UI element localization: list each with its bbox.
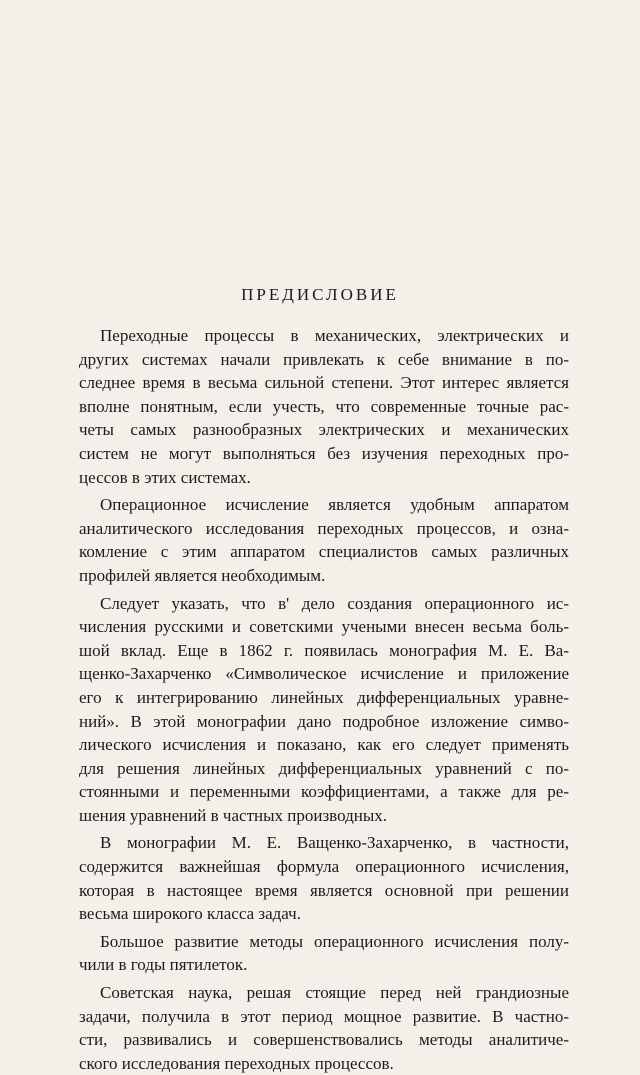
text-line: которая в настоящее время является основной при решении: [79, 880, 569, 900]
text-line: ского исследования переходных процессов.: [79, 1053, 394, 1073]
preface-body: [79, 324, 569, 1075]
text-line: сти, развивались и совершенствовались методы аналитиче-: [79, 1030, 569, 1050]
paragraph: [79, 592, 569, 828]
text-line: Советская наука, решая стоящие перед ней грандиозные: [100, 983, 569, 1003]
text-line: его к интегрированию линейных дифференциальных уравне-: [79, 687, 569, 707]
text-line: для решения линейных дифференциальных уравнений с по-: [79, 758, 569, 778]
text-line: систем не могут выполняться без изучения переходных про-: [79, 443, 569, 463]
text-line: других системах начали привлекать к себе внимание в по-: [79, 349, 569, 369]
text-line: комление с этим аппаратом специалистов самых различных: [79, 542, 569, 562]
text-line: цессов в этих системах.: [79, 467, 251, 487]
paragraph: [79, 981, 569, 1075]
text-line: профилей является необходимым.: [79, 565, 326, 585]
text-line: лического исчисления и показано, как его следует применять: [79, 735, 569, 755]
text-line: Следует указать, что в' дело создания операционного ис-: [100, 593, 569, 613]
text-line: щенко-Захарченко «Символическое исчисление и приложение: [79, 664, 569, 684]
text-line: числения русскими и советскими учеными внесен весьма боль-: [79, 617, 569, 637]
text-line: Операционное исчисление является удобным аппаратом: [100, 495, 569, 515]
text-line: вполне понятным, если учесть, что современные точные рас-: [79, 396, 569, 416]
text-line: Переходные процессы в механических, электрических и: [100, 326, 569, 345]
text-line: чили в годы пятилеток.: [79, 955, 248, 975]
text-line: весьма широкого класса задач.: [79, 904, 301, 924]
paragraph: [79, 930, 569, 977]
text-line: четы самых разнообразных электрических и механических: [79, 420, 569, 440]
page-title: ПРЕДИСЛОВИЕ: [241, 285, 399, 304]
text-line: шения уравнений в частных производных.: [79, 805, 388, 825]
paragraph: [79, 831, 569, 925]
text-line: задачи, получила в этот период мощное развитие. В частно-: [79, 1006, 569, 1026]
text-line: ний». В этой монографии дано подробное изложение симво-: [79, 711, 569, 731]
paragraph: [79, 324, 569, 489]
text-line: шой вклад. Еще в 1862 г. появилась монография М. Е. Ва-: [79, 640, 569, 660]
text-line: стоянными и переменными коэффициентами, а также для ре-: [79, 782, 569, 802]
text-line: аналитического исследования переходных процессов, и озна-: [79, 518, 569, 538]
text-line: содержится важнейшая формула операционного исчисления,: [79, 857, 569, 877]
text-line: следнее время в весьма сильной степени. Этот интерес является: [79, 373, 569, 393]
text-line: Большое развитие методы операционного исчисления полу-: [100, 931, 569, 951]
text-line: В монографии М. Е. Ващенко-Захарченко, в частности,: [100, 833, 569, 853]
paragraph: [79, 493, 569, 587]
